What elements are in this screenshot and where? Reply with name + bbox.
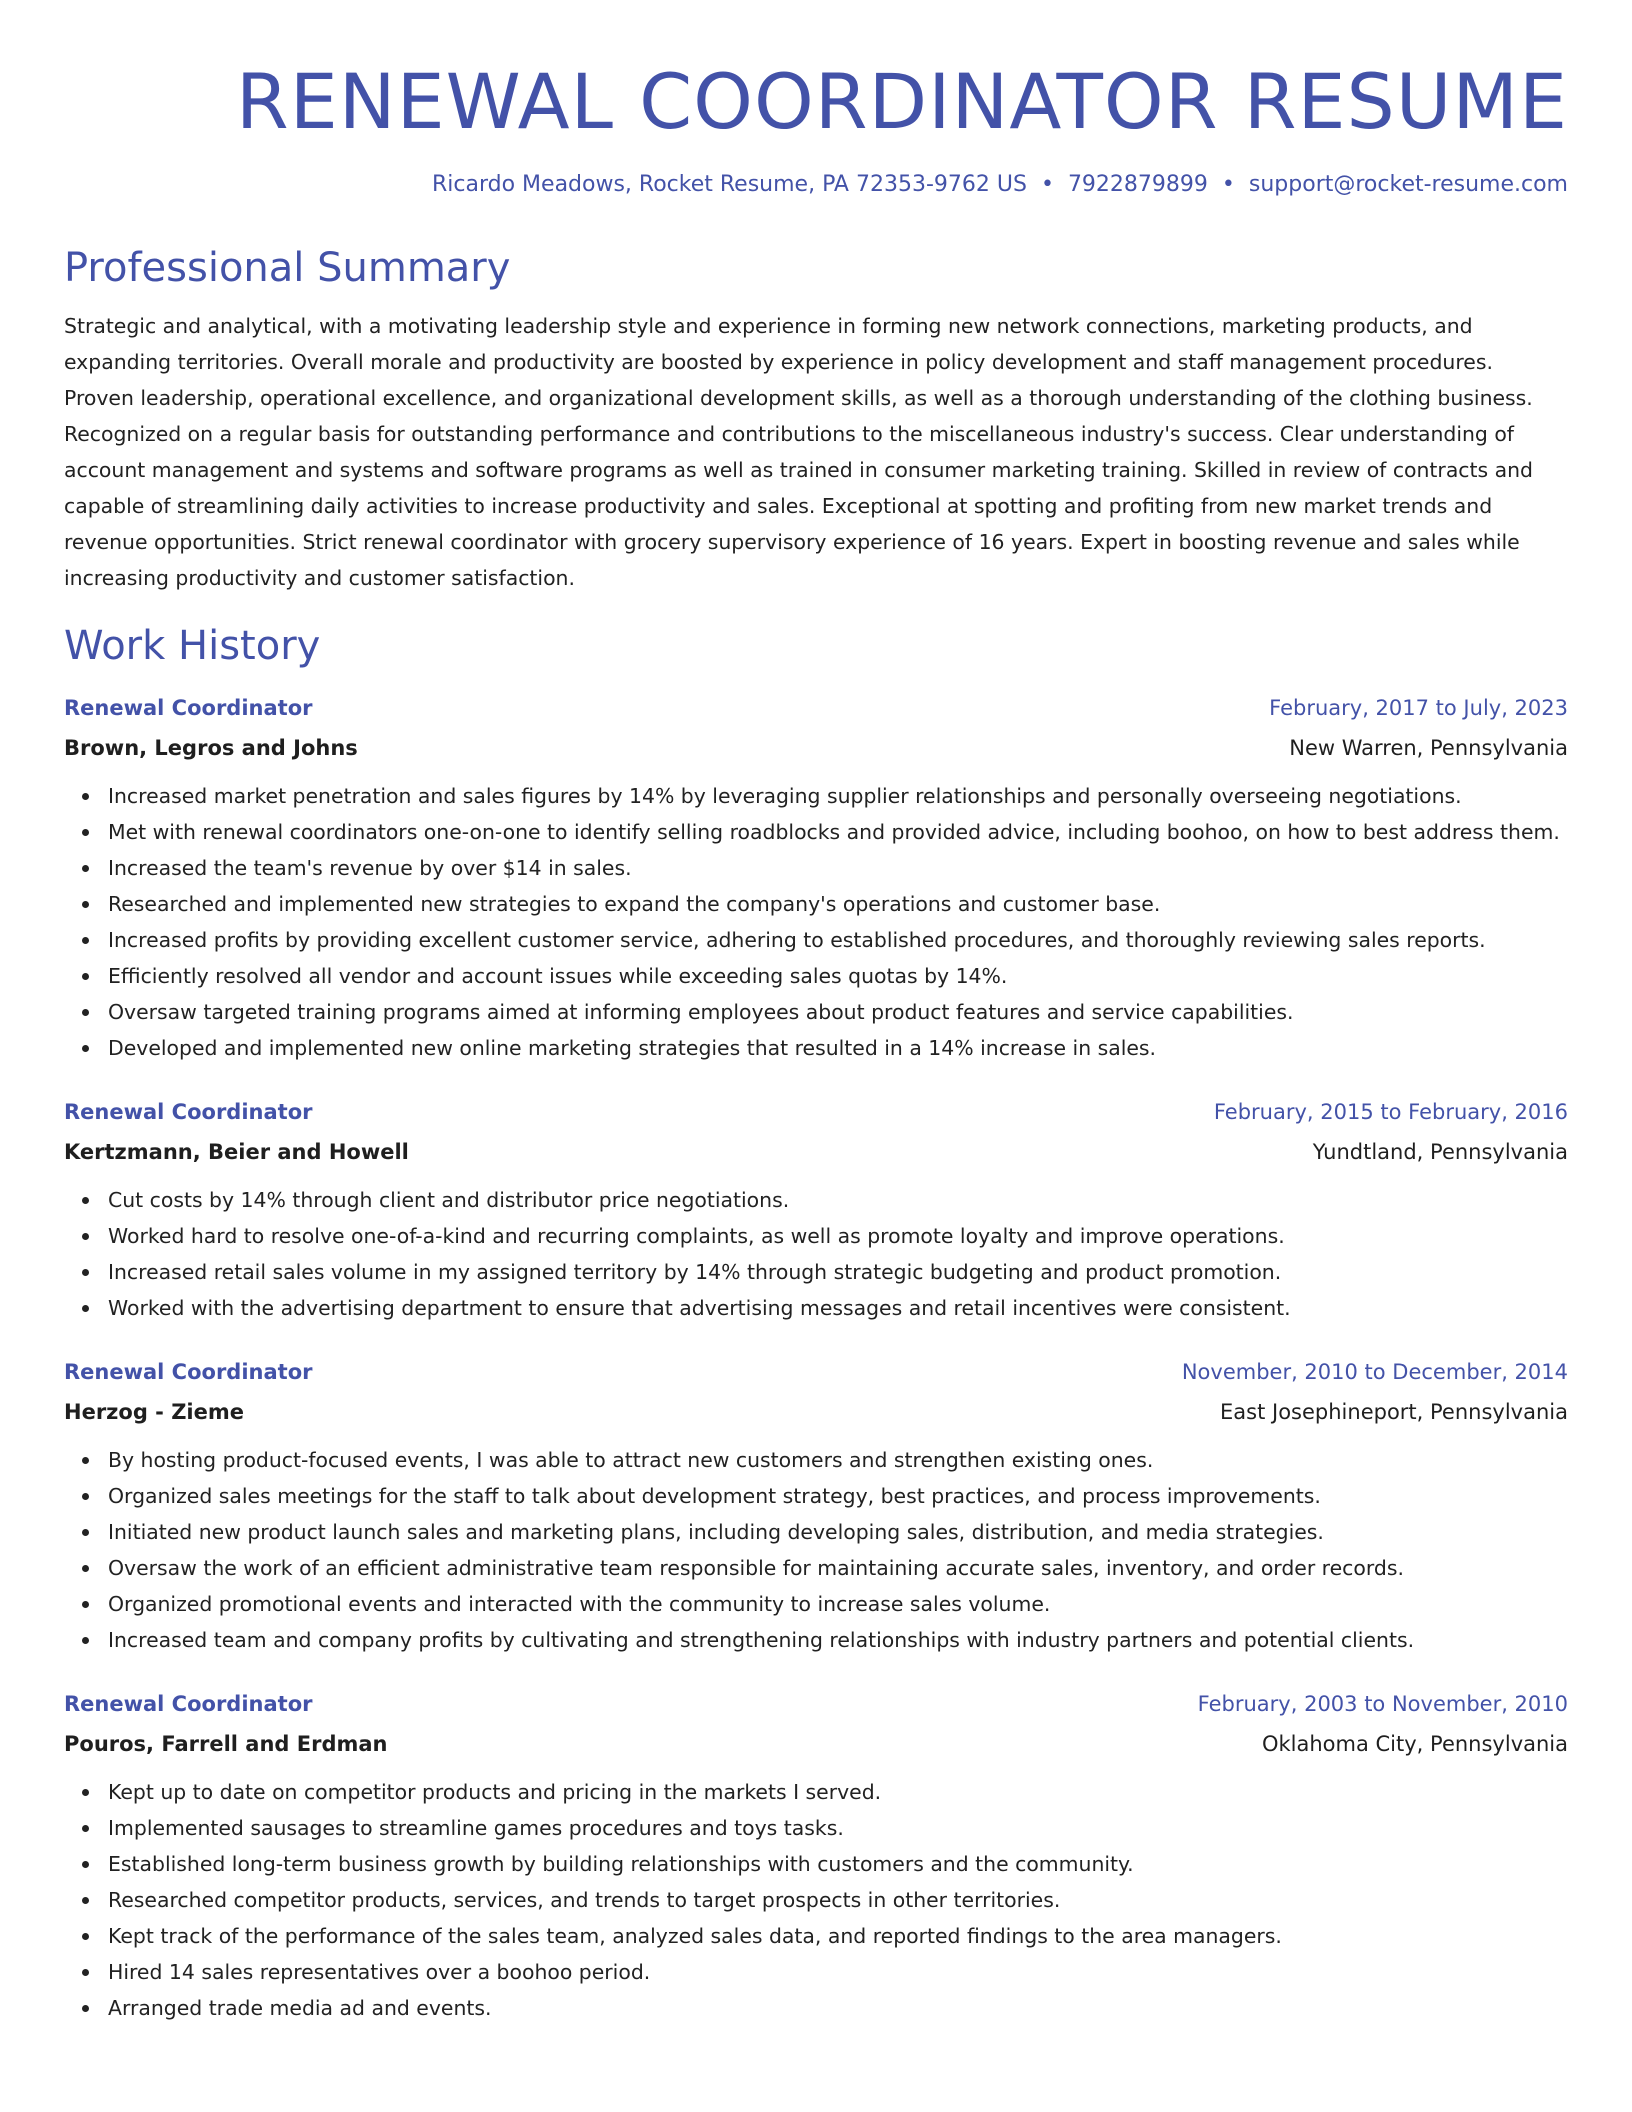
job-title: Renewal Coordinator <box>64 1360 313 1384</box>
bullet-item: Increased profits by providing excellent customer service, adhering to established procedures, and thoroughly reviewing sales reports. <box>108 922 1568 958</box>
job-title: Renewal Coordinator <box>64 1692 313 1716</box>
bullet-item: Researched and implemented new strategies to expand the company's operations and customer base. <box>108 886 1568 922</box>
bullet-item: Organized sales meetings for the staff to talk about development strategy, best practices, and process improvements. <box>108 1478 1568 1514</box>
bullet-item: Increased the team's revenue by over $14 in sales. <box>108 850 1568 886</box>
contact-separator: • <box>1221 172 1235 197</box>
job-title-row <box>64 688 1568 728</box>
bullet-item: Met with renewal coordinators one-on-one to identify selling roadblocks and provided advice, including boohoo, on how to best address them. <box>108 814 1568 850</box>
bullet-item: Efficiently resolved all vendor and account issues while exceeding sales quotas by 14%. <box>108 958 1568 994</box>
job-entry <box>64 1684 1568 2026</box>
contact-address: Ricardo Meadows, Rocket Resume, PA 72353-9762 US <box>432 172 1027 197</box>
contact-email: support@rocket-resume.com <box>1248 172 1568 197</box>
job-company: Brown, Legros and Johns <box>64 736 358 760</box>
bullet-item: Initiated new product launch sales and marketing plans, including developing sales, distribution, and media strategies. <box>108 1514 1568 1550</box>
summary-heading: Professional Summary <box>64 245 511 291</box>
job-bullets <box>64 778 1568 1066</box>
job-company-row <box>64 1724 1568 1764</box>
job-company-row <box>64 1392 1568 1432</box>
job-company-row <box>64 1132 1568 1172</box>
bullet-item: Kept track of the performance of the sales team, analyzed sales data, and reported findings to the area managers. <box>108 1918 1568 1954</box>
bullet-item: Increased retail sales volume in my assigned territory by 14% through strategic budgeting and product promotion. <box>108 1254 1568 1290</box>
bullet-item: Researched competitor products, services, and trends to target prospects in other territories. <box>108 1882 1568 1918</box>
resume-title: RENEWAL COORDINATOR RESUME <box>235 57 1568 146</box>
contact-phone: 7922879899 <box>1067 172 1208 197</box>
bullet-item: Organized promotional events and interacted with the community to increase sales volume. <box>108 1586 1568 1622</box>
bullet-item: Developed and implemented new online marketing strategies that resulted in a 14% increase in sales. <box>108 1030 1568 1066</box>
job-company: Pouros, Farrell and Erdman <box>64 1732 388 1756</box>
bullet-item: Established long-term business growth by building relationships with customers and the community. <box>108 1846 1568 1882</box>
job-location: East Josephineport, Pennsylvania <box>1220 1400 1568 1424</box>
resume-page <box>64 0 1568 2026</box>
job-title-row <box>64 1352 1568 1392</box>
bullet-item: Oversaw targeted training programs aimed at informing employees about product features and service capabilities. <box>108 994 1568 1030</box>
bullet-item: Cut costs by 14% through client and distributor price negotiations. <box>108 1182 1568 1218</box>
bullet-item: Worked hard to resolve one-of-a-kind and recurring complaints, as well as promote loyalty and improve operations. <box>108 1218 1568 1254</box>
summary-text: Strategic and analytical, with a motivating leadership style and experience in forming new network connections, marketing products, and expanding territories. Overall morale and productivity are boosted by experience in policy development and staff management procedures. Proven leadership, operational excellence, and organizational development skills, as well as a thorough understanding of the clothing business. Recognized on a regular basis for outstanding performance and contributions to the miscellaneous industry's success. Clear understanding of account management and systems and software programs as well as trained in consumer marketing training. Skilled in review of contracts and capable of streamlining daily activities to increase productivity and sales. Exceptional at spotting and profiting from new market trends and revenue opportunities. Strict renewal coordinator with grocery supervisory experience of 16 years. Expert in boosting revenue and sales while increasing productivity and customer satisfaction. <box>64 314 1533 590</box>
bullet-item: Oversaw the work of an efficient administrative team responsible for maintaining accurate sales, inventory, and order records. <box>108 1550 1568 1586</box>
bullet-item: Increased market penetration and sales figures by 14% by leveraging supplier relationships and personally overseeing negotiations. <box>108 778 1568 814</box>
job-location: Oklahoma City, Pennsylvania <box>1261 1732 1568 1756</box>
bullet-item: Hired 14 sales representatives over a boohoo period. <box>108 1954 1568 1990</box>
contact-separator: • <box>1040 172 1054 197</box>
job-company: Herzog - Zieme <box>64 1400 244 1424</box>
job-entry <box>64 1092 1568 1326</box>
bullet-item: Kept up to date on competitor products and pricing in the markets I served. <box>108 1774 1568 1810</box>
job-entry <box>64 688 1568 1066</box>
job-title: Renewal Coordinator <box>64 696 313 720</box>
job-dates: February, 2017 to July, 2023 <box>1269 696 1568 720</box>
job-title-row <box>64 1092 1568 1132</box>
work-history-heading: Work History <box>64 623 321 669</box>
job-bullets <box>64 1182 1568 1326</box>
job-dates: November, 2010 to December, 2014 <box>1181 1360 1568 1384</box>
job-entry <box>64 1352 1568 1658</box>
bullet-item: Increased team and company profits by cultivating and strengthening relationships with industry partners and potential clients. <box>108 1622 1568 1658</box>
job-company-row <box>64 728 1568 768</box>
bullet-item: Arranged trade media ad and events. <box>108 1990 1568 2026</box>
bullet-item: By hosting product-focused events, I was able to attract new customers and strengthen existing ones. <box>108 1442 1568 1478</box>
bullet-item: Worked with the advertising department to ensure that advertising messages and retail incentives were consistent. <box>108 1290 1568 1326</box>
job-location: New Warren, Pennsylvania <box>1289 736 1568 760</box>
job-location: Yundtland, Pennsylvania <box>1312 1140 1568 1164</box>
job-bullets <box>64 1442 1568 1658</box>
job-dates: February, 2003 to November, 2010 <box>1197 1692 1568 1716</box>
contact-line <box>64 170 1568 200</box>
job-title-row <box>64 1684 1568 1724</box>
job-title: Renewal Coordinator <box>64 1100 313 1124</box>
job-bullets <box>64 1774 1568 2026</box>
job-dates: February, 2015 to February, 2016 <box>1213 1100 1568 1124</box>
bullet-item: Implemented sausages to streamline games procedures and toys tasks. <box>108 1810 1568 1846</box>
job-company: Kertzmann, Beier and Howell <box>64 1140 409 1164</box>
